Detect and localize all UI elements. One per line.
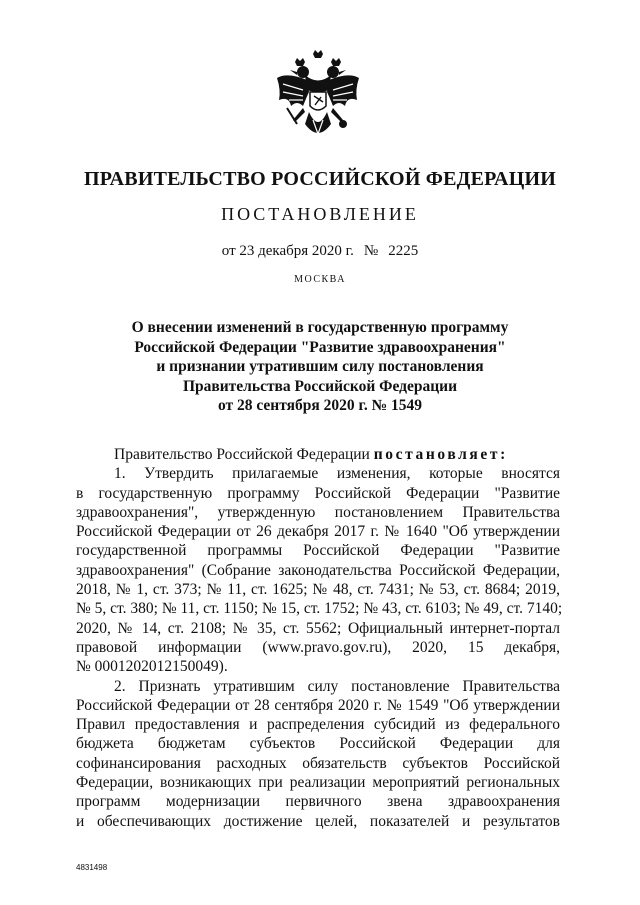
title-line: и признании утратившим силу постановления [156, 358, 484, 375]
body-line: Правил предоставления и распределения субсидий из федерального [76, 716, 560, 734]
title-line: О внесении изменений в государственную программу [131, 319, 509, 336]
number-sign: № [363, 243, 379, 259]
document-title [60, 318, 580, 416]
body-line: программ модернизации первичного звена здравоохранения [76, 793, 560, 811]
body-line: Российской Федерации от 26 декабря 2017 г. № 1640 "Об утверждении [76, 523, 560, 541]
body-line: в государственную программу Российской Федерации "Развитие [76, 484, 560, 502]
document-date: от 23 декабря 2020 г. [221, 243, 354, 259]
document-type: ПОСТАНОВЛЕНИЕ [221, 204, 419, 224]
footer-code: 4831498 [76, 863, 108, 872]
body-line: Российской Федерации от 28 сентября 2020 г. № 1549 "Об утверждении [76, 696, 560, 714]
city-name: МОСКВА [294, 274, 346, 285]
body-line: 2. Признать утратившим силу постановление Правительства [114, 677, 560, 695]
body-line: № 0001202012150049). [76, 658, 228, 676]
body-line: бюджета бюджетам субъектов Российской Федерации для [76, 735, 560, 753]
body-line: правовой информации (www.pravo.gov.ru), 2020, 15 декабря, [76, 638, 560, 656]
preamble-subject: Правительство Российской Федерации [114, 446, 374, 463]
title-line: Российской Федерации "Развитие здравоохранения" [134, 338, 506, 356]
document-number: 2225 [388, 243, 419, 259]
body-line: 1. Утвердить прилагаемые изменения, которые вносятся [114, 465, 560, 483]
title-line: Правительства Российской Федерации [182, 377, 458, 395]
body-line: софинансирования расходных обязательств субъектов Российской [76, 754, 560, 772]
title-line: от 28 сентября 2020 г. № 1549 [217, 397, 423, 414]
body-line: 2018, № 1, ст. 373; № 11, ст. 1625; № 48, ст. 7431; № 53, ст. 8684; 2019, [76, 581, 560, 599]
preamble [76, 445, 560, 464]
issuing-authority: ПРАВИТЕЛЬСТВО РОССИЙСКОЙ ФЕДЕРАЦИИ [84, 168, 556, 190]
preamble-verb: постановляет: [373, 446, 508, 463]
body-line: 2020, № 14, ст. 2108; № 35, ст. 5562; Официальный интернет-портал [76, 619, 560, 637]
body-line: здравоохранения" (Собрание законодательства Российской Федерации, [76, 561, 560, 579]
body-line: № 5, ст. 380; № 11, ст. 1150; № 15, ст. 1752; № 43, ст. 6103; № 49, ст. 7140; [76, 600, 563, 618]
document-body [76, 445, 563, 831]
body-line: государственной программы Российской Федерации "Развитие [76, 542, 560, 560]
coat-of-arms-icon [273, 50, 363, 146]
body-line: и обеспечивающих достижение целей, показателей и результатов [76, 812, 560, 830]
body-line: здравоохранения", утвержденную постановлением Правительства [76, 503, 560, 521]
body-line: Федерации, возникающих при реализации мероприятий региональных [76, 774, 560, 792]
date-number-line [0, 243, 640, 260]
